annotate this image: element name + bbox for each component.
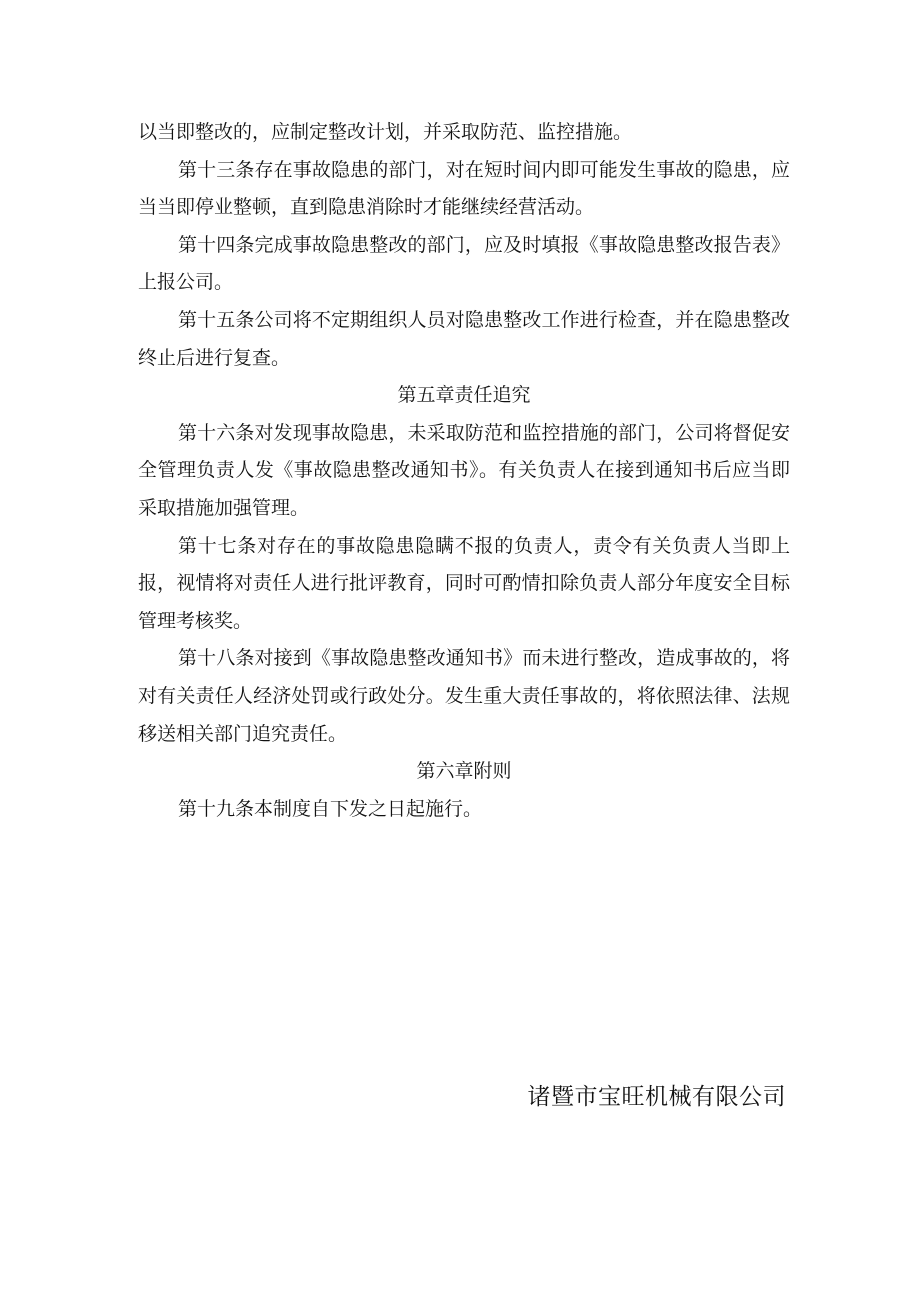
document-body	[138, 114, 790, 828]
paragraph-continuation: 以当即整改的，应制定整改计划，并采取防范、监控措施。	[138, 121, 633, 143]
chapter-5-heading: 第五章责任追究	[397, 384, 531, 407]
article-14: 第十四条完成事故隐患整改的部门，应及时填报《事故隐患整改报告表》上报公司。	[138, 233, 790, 294]
article-18: 第十八条对接到《事故隐患整改通知书》而未进行整改，造成事故的，将对有关责任人经济处罚或行政处分。发生重大责任事故的，将依照法律、法规移送相关部门追究责任。	[138, 647, 790, 745]
company-signature: 诸暨市宝旺机械有限公司	[527, 1084, 786, 1110]
article-17: 第十七条对存在的事故隐患隐瞒不报的负责人，责令有关负责人当即上报，视情将对责任人进行批评教育，同时可酌情扣除负责人部分年度安全目标管理考核奖。	[138, 534, 790, 632]
article-19: 第十九条本制度自下发之日起施行。	[178, 797, 483, 820]
chapter-6-heading: 第六章附则	[416, 760, 512, 783]
article-13: 第十三条存在事故隐患的部门，对在短时间内即可能发生事故的隐患，应当当即停业整顿，直到隐患消除时才能继续经营活动。	[138, 158, 790, 219]
article-16: 第十六条对发现事故隐患，未采取防范和监控措施的部门，公司将督促安全管理负责人发《事故隐患整改通知书》。有关负责人在接到通知书后应当即采取措施加强管理。	[138, 421, 790, 519]
article-15: 第十五条公司将不定期组织人员对隐患整改工作进行检查，并在隐患整改终止后进行复查。	[138, 308, 790, 369]
